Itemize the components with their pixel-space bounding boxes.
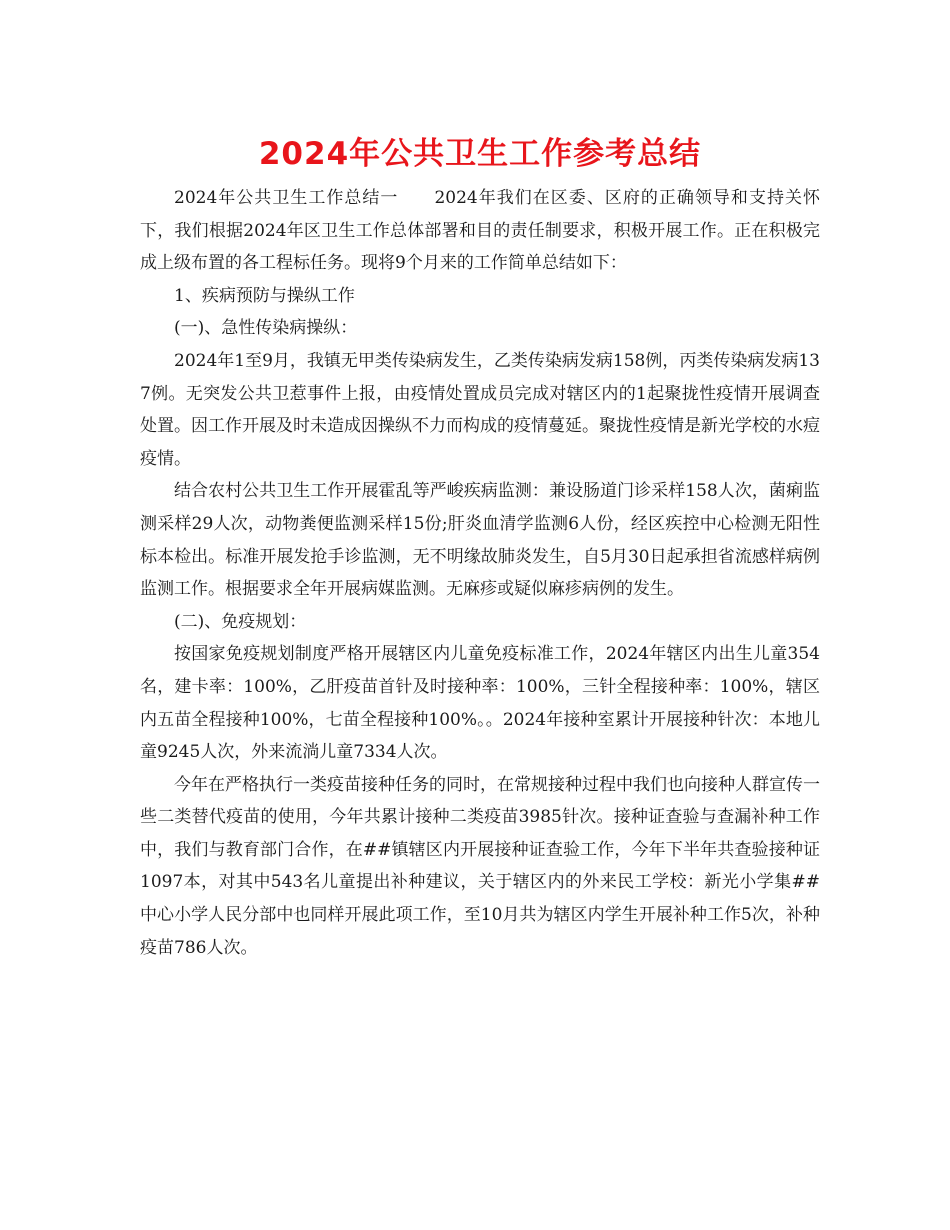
paragraph-infectious-cases: 2024年1至9月，我镇无甲类传染病发生，乙类传染病发病158例，丙类传染病发病137例。无突发公共卫惹事件上报，由疫情处置成员完成对辖区内的1起聚拢性疫情开展调查处置。因工作开展及时未造成因操纵不力而构成的疫情蔓延。聚拢性疫情是新光学校的水痘疫情。: [140, 350, 820, 469]
subsection-heading-immunization: (二)、免疫规划：: [174, 611, 307, 632]
subsection-heading-acute-infectious: (一)、急性传染病操纵：: [174, 318, 358, 339]
document-title: 2024年公共卫生工作参考总结: [258, 136, 702, 172]
paragraph-vaccine-supplement: 今年在严格执行一类疫苗接种任务的同时，在常规接种过程中我们也向接种人群宣传一些二类替代疫苗的使用，今年共累计接种二类疫苗3985针次。接种证查验与查漏补种工作中，我们与教育部门合作，在##镇辖区内开展接种证查验工作，今年下半年共查验接种证1097本，对其中543名儿童提出补种建议，关于辖区内的外来民工学校：新光小学集##中心小学人民分部中也同样开展此项工作，至10月共为辖区内学生开展补种工作5次，补种疫苗786人次。: [140, 774, 820, 958]
section-heading-disease-control: 1、疾病预防与操纵工作: [174, 285, 355, 306]
paragraph-immunization-stats: 按国家免疫规划制度严格开展辖区内儿童免疫标准工作，2024年辖区内出生儿童354名，建卡率：100%，乙肝疫苗首针及时接种率：100%，三针全程接种率：100%，辖区内五苗全程接种100%，七苗全程接种100%。。2024年接种室累计开展接种针次：本地儿童9245人次，外来流淌儿童7334人次。: [140, 644, 820, 763]
paragraph-disease-monitoring: 结合农村公共卫生工作开展霍乱等严峻疾病监测：兼设肠道门诊采样158人次，菌痢监测采样29人次，动物粪便监测采样15份;肝炎血清学监测6人份，经区疾控中心检测无阳性标本检出。标准开展发抢手诊监测，无不明缘故肺炎发生，自5月30日起承担省流感样病例监测工作。根据要求全年开展病媒监测。无麻疹或疑似麻疹病例的发生。: [140, 481, 820, 600]
document-page: [140, 128, 820, 964]
paragraph-intro: 2024年公共卫生工作总结一 2024年我们在区委、区府的正确领导和支持关怀下，我们根据2024年区卫生工作总体部署和目的责任制要求，积极开展工作。正在积极完成上级布置的各工程标任务。现将9个月来的工作简单总结如下：: [140, 188, 820, 274]
